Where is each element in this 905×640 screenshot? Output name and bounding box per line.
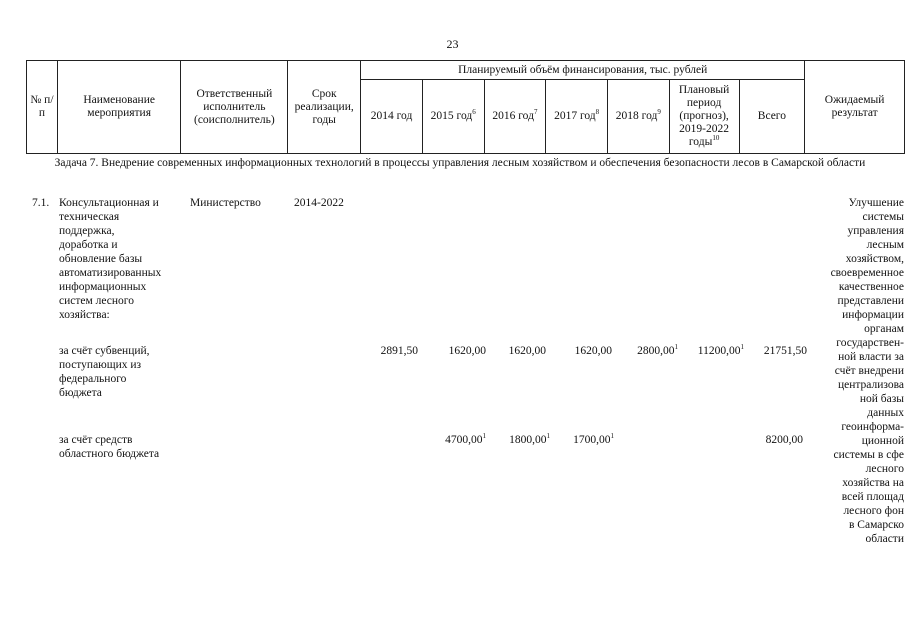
col-num-header: № п/п [27,61,58,154]
implementation-period: 2014-2022 [294,197,344,209]
regional-total-value: 8200,00 [765,434,803,446]
funding-group-header: Планируемый объём финансирования, тыс. рублей [361,61,805,80]
responsible-executor: Министерство [190,197,261,209]
regional-2015-value: 4700,00$^1$ [445,432,486,446]
regional-2017-value: 1700,00$^1$ [573,432,614,446]
federal-2016-value: 1620,00 [508,345,546,357]
plan-period-header: Плановый период (прогноз), 2019-2022 годы$^{10}$ [669,80,739,154]
task-heading: Задача 7. Внедрение современных информационных технологий в процессы управления лесным хозяйством и обеспечения безопасности лесов в Самарской области [54,157,866,169]
year-2018-header: 2018 год$^9$ [607,80,669,154]
year-2015-header: 2015 год$^6$ [422,80,484,154]
regional-2016-value: 1800,00$^1$ [509,432,550,446]
col-responsible-header: Ответственный исполнитель (соисполнитель) [181,61,288,154]
year-2016-header: 2016 год$^7$ [484,80,546,154]
federal-2017-value: 1620,00 [574,345,612,357]
header-table [26,60,905,154]
federal-2014-value: 2891,50 [380,345,418,357]
federal-2018-value: 2800,00$^1$ [637,343,678,357]
year-2017-header: 2017 год$^8$ [546,80,608,154]
year-2014-header: 2014 год [361,80,423,154]
col-name-header: Наименование мероприятия [57,61,181,154]
federal-plan-value: 11200,00$^1$ [697,343,744,357]
federal-total-value: 21751,50 [763,345,807,357]
col-result-header: Ожидаемый результат [805,61,905,154]
regional-source-label: за счёт средств областного бюджета [59,434,160,460]
activity-name: Консультационная и техническая поддержка, доработка и обновление базы автоматизированных информационных систем лесного хозяйства: [59,197,162,321]
page-number: 23 [446,37,459,51]
row-number: 7.1. [32,197,50,209]
total-header: Всего [739,80,805,154]
federal-2015-value: 1620,00 [448,345,486,357]
col-period-header: Срок реализации, годы [288,61,361,154]
federal-source-label: за счёт субвенций, поступающих из федерального бюджета [59,345,150,399]
expected-result: Улучшение системы управления лесным хозяйством, своевременное качественное представлени информации органам государствен- ной власти за счёт внедрени централизова ной базы данных геоинформа- ционной системы в сфе лесного хозяйства на всей площад лесного фон в Самарско области [830,197,904,545]
